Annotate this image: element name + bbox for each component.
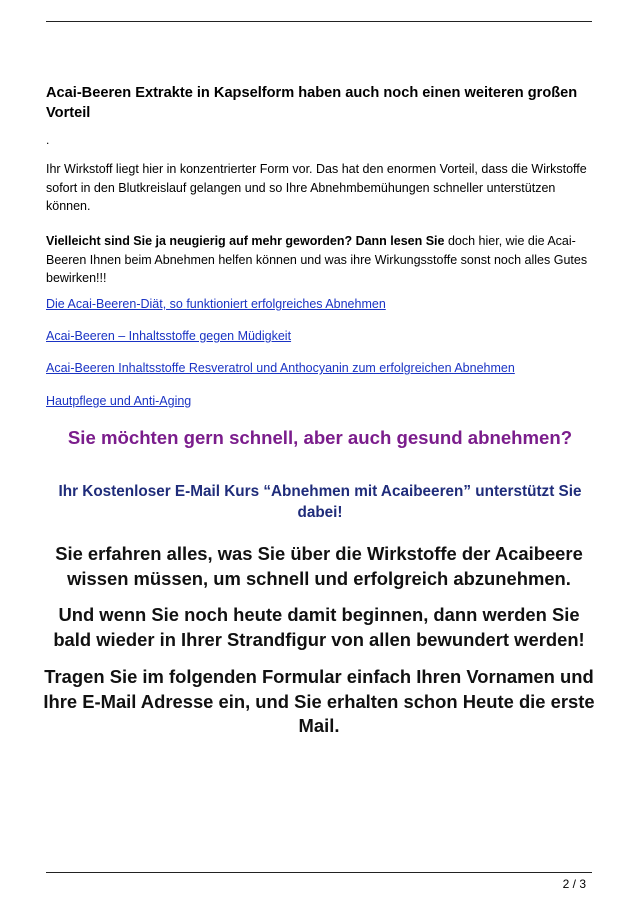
promo-line-1: Sie erfahren alles, was Sie über die Wirkstoffe der Acaibeere wissen müssen, um schnell und erfolgreich abzunehmen. — [55, 543, 583, 589]
paragraph-intro: Ihr Wirkstoff liegt hier in konzentrierter Form vor. Das hat den enormen Vorteil, dass die Wirkstoffe sofort in den Blutkreislauf gelangen und so Ihre Abnehmbemühungen schneller unterstützen können. — [46, 162, 587, 213]
link-acai-resveratrol[interactable]: Acai-Beeren Inhaltsstoffe Resveratrol und Anthocyanin zum erfolgreichen Abnehmen — [46, 361, 515, 375]
teaser-bold-text: Vielleicht sind Sie ja neugierig auf mehr geworden? Dann lesen Sie — [46, 234, 445, 248]
article-heading: Acai-Beeren Extrakte in Kapselform haben auch noch einen weiteren großen Vorteil — [46, 85, 578, 121]
promo-line-3: Tragen Sie im folgenden Formular einfach Ihren Vornamen und Ihre E-Mail Adresse ein, und Sie erhalten schon Heute die erste Mail. — [43, 666, 595, 736]
bottom-rule — [46, 872, 592, 873]
page-number: 2 / 3 — [562, 877, 586, 891]
teaser-rest-text: doch hier, wie die Acai-Beeren Ihnen beim Abnehmen helfen können und was ihre Wirkungsstoffe sonst noch alles Gutes bewirken!!! — [46, 234, 588, 285]
paragraph-teaser — [46, 232, 594, 288]
link-acai-fatigue[interactable]: Acai-Beeren – Inhaltsstoffe gegen Müdigkeit — [46, 329, 292, 343]
separator-dot: . — [46, 133, 50, 147]
link-acai-diet[interactable]: Die Acai-Beeren-Diät, so funktioniert erfolgreiches Abnehmen — [46, 297, 386, 311]
link-skin-care[interactable]: Hautpflege und Anti-Aging — [46, 394, 192, 408]
promo-course: Ihr Kostenloser E-Mail Kurs “Abnehmen mit Acaibeeren” unterstützt Sie dabei! — [58, 483, 582, 521]
top-rule — [46, 21, 592, 22]
promo-headline: Sie möchten gern schnell, aber auch gesund abnehmen? — [67, 427, 573, 448]
promo-line-2: Und wenn Sie noch heute damit beginnen, dann werden Sie bald wieder in Ihrer Strandfigur von allen bewundert werden! — [53, 604, 585, 650]
